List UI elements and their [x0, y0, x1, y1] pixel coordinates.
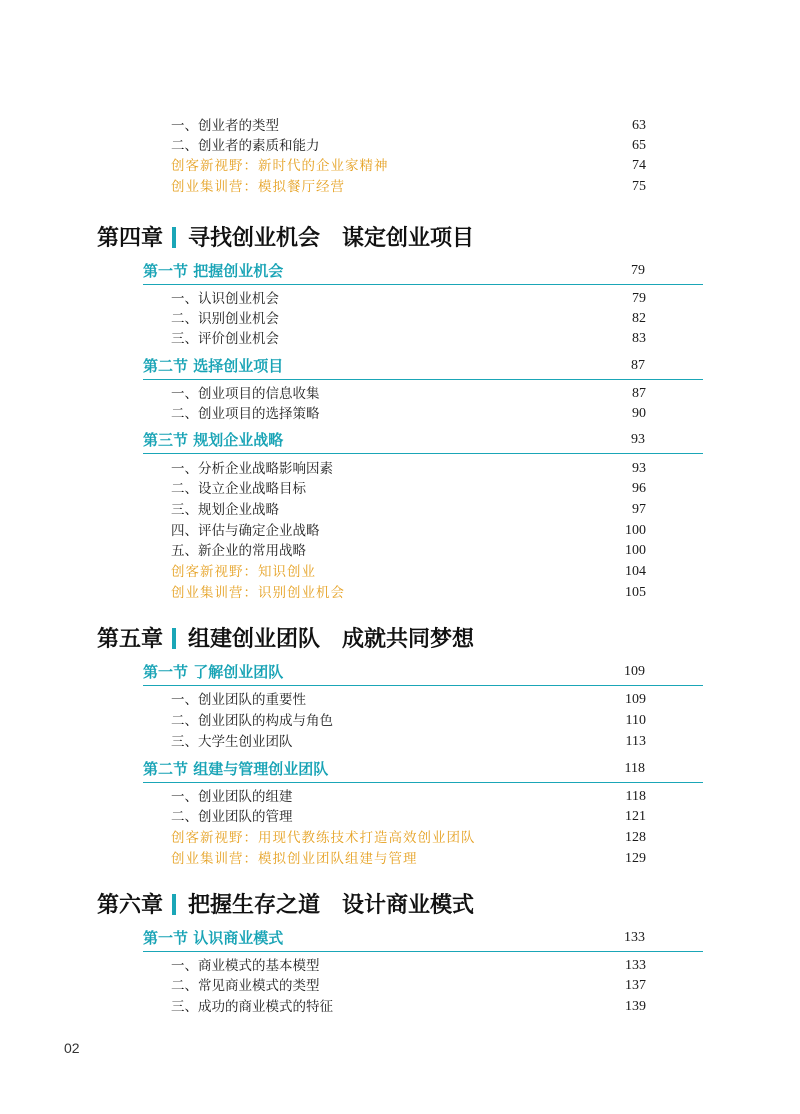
toc-entry[interactable] — [171, 500, 646, 520]
toc-entry-title: 一、分析企业战略影响因素 — [171, 461, 333, 477]
toc-entry-page: 65 — [632, 138, 646, 153]
toc-entry-title: 一、创业团队的重要性 — [171, 692, 306, 708]
toc-entry-page: 97 — [632, 502, 646, 517]
toc-entry[interactable] — [171, 976, 646, 996]
toc-feature-entry[interactable] — [171, 156, 646, 176]
toc-entry-page: 90 — [632, 406, 646, 421]
toc-entry[interactable] — [171, 711, 646, 731]
section-title: 第二节 组建与管理创业团队 — [143, 760, 329, 778]
toc-entry-title: 创业集训营：识别创业机会 — [171, 585, 345, 601]
toc-entry-page: 113 — [625, 734, 646, 749]
chapter-divider-bar — [172, 227, 176, 248]
toc-entry[interactable] — [171, 541, 646, 561]
toc-entry-title: 二、识别创业机会 — [171, 311, 279, 327]
toc-entry[interactable] — [171, 732, 646, 752]
toc-feature-entry[interactable] — [171, 849, 646, 869]
toc-entry-page: 121 — [625, 809, 646, 824]
toc-entry-page: 100 — [625, 543, 646, 558]
chapter-heading[interactable] — [97, 624, 474, 654]
page-number: 02 — [64, 1040, 80, 1056]
section-heading[interactable] — [143, 661, 703, 686]
toc-entry-page: 63 — [632, 118, 646, 133]
chapter-subtitle: 设计商业模式 — [342, 892, 475, 918]
section-heading[interactable] — [143, 260, 703, 285]
toc-entry-title: 三、成功的商业模式的特征 — [171, 999, 333, 1015]
toc-entry-page: 110 — [625, 713, 646, 728]
toc-entry-page: 137 — [625, 978, 646, 993]
chapter-number: 第五章 — [97, 626, 164, 652]
chapter-heading[interactable] — [97, 890, 474, 920]
toc-entry-title: 一、商业模式的基本模型 — [171, 958, 320, 974]
toc-entry-title: 二、创业团队的构成与角色 — [171, 713, 333, 729]
toc-entry-title: 二、创业团队的管理 — [171, 809, 293, 825]
toc-entry[interactable] — [171, 309, 646, 329]
section-page: 118 — [624, 761, 645, 776]
toc-entry-title: 二、设立企业战略目标 — [171, 481, 306, 497]
toc-entry-page: 79 — [632, 291, 646, 306]
chapter-divider-bar — [172, 894, 176, 915]
section-title: 第三节 规划企业战略 — [143, 431, 284, 449]
chapter-subtitle: 成就共同梦想 — [342, 626, 475, 652]
chapter-title: 把握生存之道 — [188, 892, 321, 918]
chapter-title: 组建创业团队 — [188, 626, 321, 652]
chapter-number: 第四章 — [97, 225, 164, 251]
toc-entry[interactable] — [171, 521, 646, 541]
toc-entry-title: 四、评估与确定企业战略 — [171, 523, 320, 539]
toc-entry-page: 139 — [625, 999, 646, 1014]
toc-entry-page: 87 — [632, 386, 646, 401]
toc-entry-page: 105 — [625, 585, 646, 600]
toc-entry[interactable] — [171, 289, 646, 309]
toc-entry[interactable] — [171, 329, 646, 349]
toc-entry[interactable] — [171, 404, 646, 424]
chapter-number: 第六章 — [97, 892, 164, 918]
toc-entry-title: 二、创业者的素质和能力 — [171, 138, 320, 154]
toc-entry-title: 创业集训营：模拟餐厅经营 — [171, 179, 345, 195]
chapter-title: 寻找创业机会 — [188, 225, 321, 251]
toc-entry-title: 创客新视野：新时代的企业家精神 — [171, 158, 389, 174]
toc-entry-page: 129 — [625, 851, 646, 866]
toc-entry-title: 二、常见商业模式的类型 — [171, 978, 320, 994]
toc-entry[interactable] — [171, 116, 646, 136]
toc-feature-entry[interactable] — [171, 828, 646, 848]
toc-entry-page: 100 — [625, 523, 646, 538]
section-title: 第一节 了解创业团队 — [143, 663, 284, 681]
section-page: 87 — [631, 358, 645, 373]
toc-entry[interactable] — [171, 787, 646, 807]
toc-entry-title: 创客新视野：用现代教练技术打造高效创业团队 — [171, 830, 476, 846]
section-title: 第一节 认识商业模式 — [143, 929, 284, 947]
toc-entry-page: 75 — [632, 179, 646, 194]
section-heading[interactable] — [143, 355, 703, 380]
section-page: 109 — [624, 664, 645, 679]
toc-entry-page: 96 — [632, 481, 646, 496]
section-page: 79 — [631, 263, 645, 278]
chapter-subtitle: 谋定创业项目 — [342, 225, 475, 251]
toc-entry-title: 一、创业项目的信息收集 — [171, 386, 320, 402]
toc-entry-page: 104 — [625, 564, 646, 579]
toc-entry[interactable] — [171, 807, 646, 827]
toc-entry[interactable] — [171, 997, 646, 1017]
toc-entry-page: 82 — [632, 311, 646, 326]
toc-entry-title: 一、创业团队的组建 — [171, 789, 293, 805]
section-heading[interactable] — [143, 758, 703, 783]
section-heading[interactable] — [143, 429, 703, 454]
toc-entry[interactable] — [171, 956, 646, 976]
toc-entry-title: 创客新视野：知识创业 — [171, 564, 316, 580]
toc-entry-page: 74 — [632, 158, 646, 173]
toc-entry[interactable] — [171, 459, 646, 479]
toc-entry[interactable] — [171, 479, 646, 499]
section-heading[interactable] — [143, 927, 703, 952]
toc-entry-page: 109 — [625, 692, 646, 707]
toc-entry-title: 一、创业者的类型 — [171, 118, 279, 134]
toc-entry-title: 创业集训营：模拟创业团队组建与管理 — [171, 851, 418, 867]
toc-entry-page: 133 — [625, 958, 646, 973]
toc-entry-title: 五、新企业的常用战略 — [171, 543, 306, 559]
section-page: 133 — [624, 930, 645, 945]
toc-entry-page: 83 — [632, 331, 646, 346]
chapter-heading[interactable] — [97, 223, 474, 253]
toc-entry-page: 128 — [625, 830, 646, 845]
toc-entry-title: 一、认识创业机会 — [171, 291, 279, 307]
toc-entry-title: 三、评价创业机会 — [171, 331, 279, 347]
toc-entry-title: 三、规划企业战略 — [171, 502, 279, 518]
toc-feature-entry[interactable] — [171, 177, 646, 197]
toc-feature-entry[interactable] — [171, 562, 646, 582]
toc-entry[interactable] — [171, 136, 646, 156]
toc-entry-title: 三、大学生创业团队 — [171, 734, 293, 750]
toc-entry[interactable] — [171, 384, 646, 404]
chapter-divider-bar — [172, 628, 176, 649]
toc-entry-title: 二、创业项目的选择策略 — [171, 406, 320, 422]
toc-feature-entry[interactable] — [171, 583, 646, 603]
section-title: 第二节 选择创业项目 — [143, 357, 284, 375]
toc-entry[interactable] — [171, 690, 646, 710]
section-page: 93 — [631, 432, 645, 447]
toc-entry-page: 93 — [632, 461, 646, 476]
toc-entry-page: 118 — [625, 789, 646, 804]
section-title: 第一节 把握创业机会 — [143, 262, 284, 280]
